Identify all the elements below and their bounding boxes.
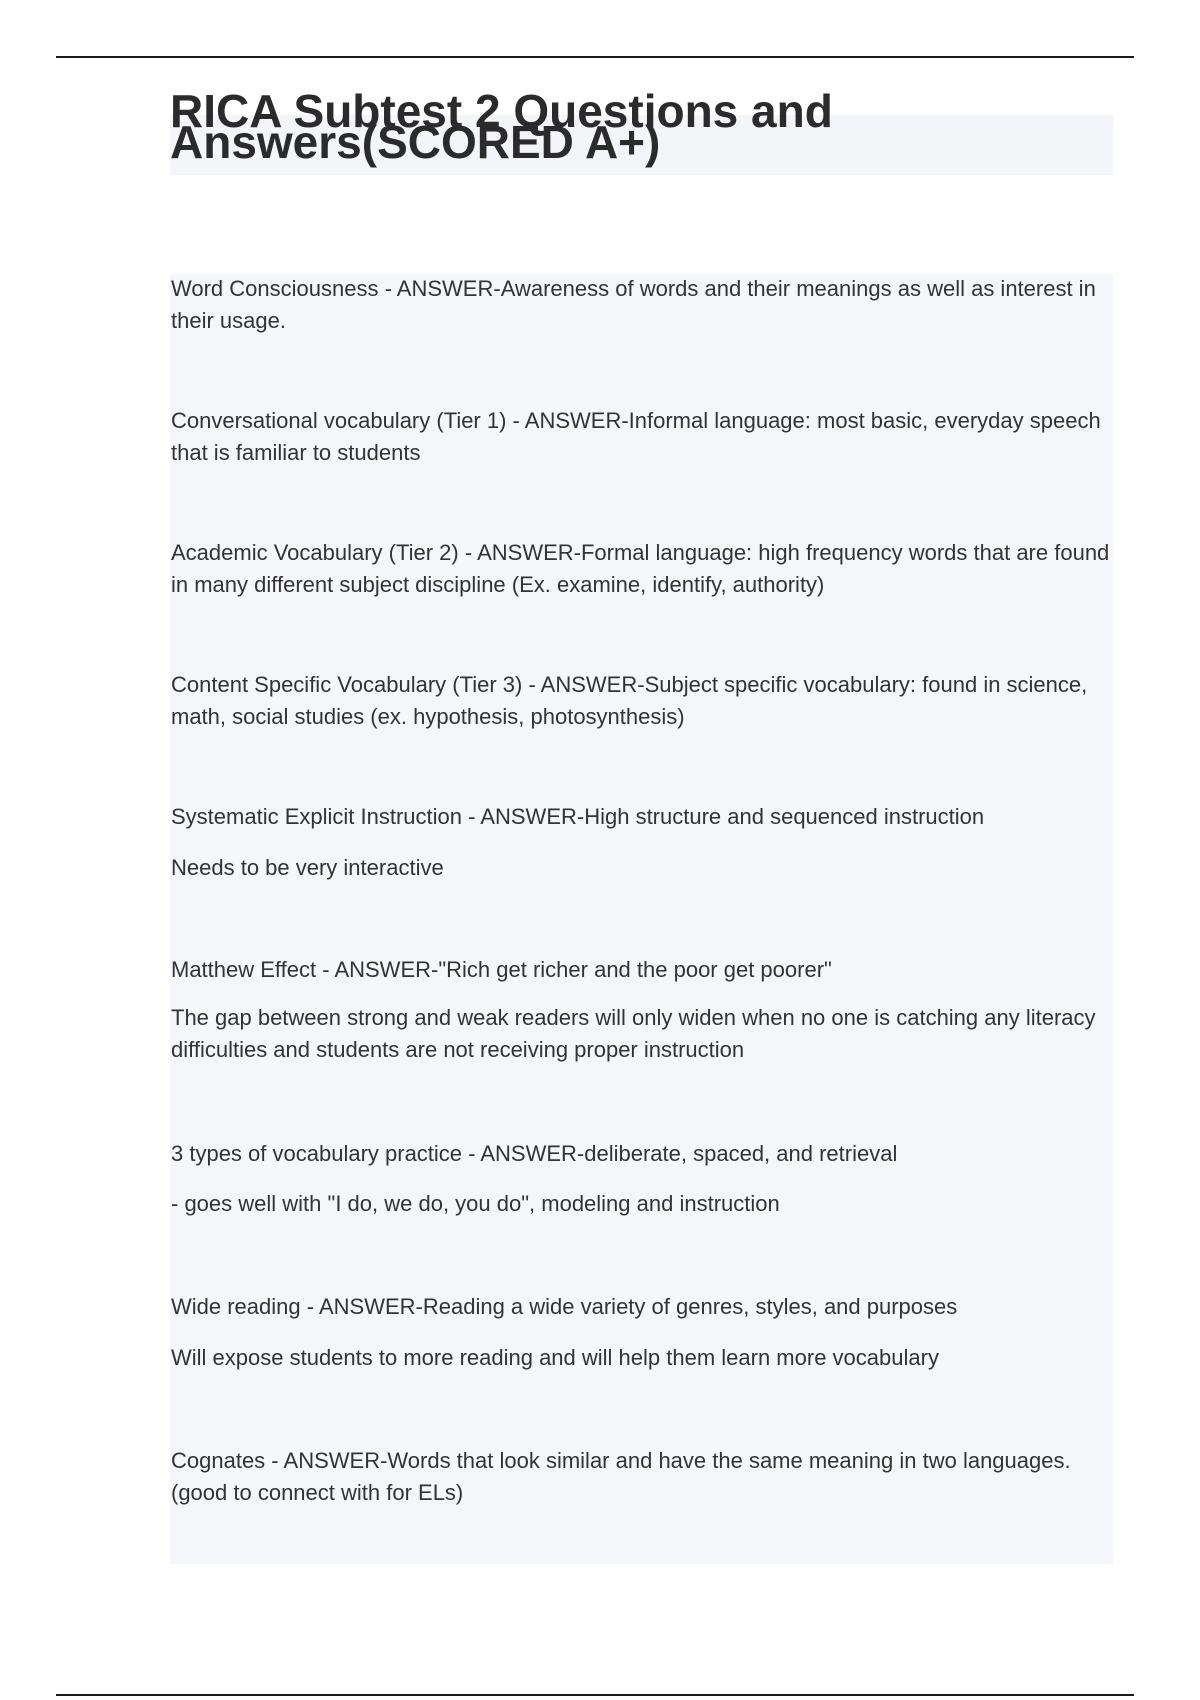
entry-term: Cognates - ANSWER-Words that look similar and have the same meaning in two languages. (good to connect with for ELs): [171, 1448, 1071, 1505]
entry-note: The gap between strong and weak readers will only widen when no one is catching any literacy difficulties and students are not receiving proper instruction: [171, 1005, 1096, 1062]
entry-wide-reading: [171, 1291, 1116, 1374]
entry-term: Systematic Explicit Instruction - ANSWER-High structure and sequenced instruction: [171, 804, 985, 829]
entry-term: 3 types of vocabulary practice - ANSWER-deliberate, spaced, and retrieval: [171, 1141, 898, 1166]
entry-systematic-explicit-instruction: [171, 801, 1116, 884]
document-title: RICA Subtest 2 Questions and Answers(SCORED A+): [170, 85, 833, 168]
entry-note: - goes well with "I do, we do, you do", modeling and instruction: [171, 1191, 780, 1216]
entry-matthew-effect: [171, 954, 1116, 1066]
top-rule: [56, 56, 1134, 58]
entry-term: Academic Vocabulary (Tier 2) - ANSWER-Formal language: high frequency words that are found in many different subject discipline (Ex. examine, identify, authority): [171, 540, 1110, 597]
entry-cognates: [171, 1445, 1116, 1509]
entry-academic-vocabulary: [171, 537, 1116, 601]
entry-term: Word Consciousness - ANSWER-Awareness of words and their meanings as well as interest in their usage.: [171, 276, 1096, 333]
entry-word-consciousness: [171, 273, 1116, 337]
entry-term: Wide reading - ANSWER-Reading a wide variety of genres, styles, and purposes: [171, 1294, 958, 1319]
entry-note: Needs to be very interactive: [171, 855, 444, 880]
entry-content-specific-vocabulary: [171, 669, 1116, 733]
entry-vocabulary-practice: [171, 1138, 1116, 1220]
entry-term: Conversational vocabulary (Tier 1) - ANSWER-Informal language: most basic, everyday speech that is familiar to students: [171, 408, 1101, 465]
entry-term: Content Specific Vocabulary (Tier 3) - ANSWER-Subject specific vocabulary: found in science, math, social studies (ex. hypothesis, photosynthesis): [171, 672, 1088, 729]
entry-note: Will expose students to more reading and will help them learn more vocabulary: [171, 1345, 939, 1370]
bottom-rule: [56, 1694, 1134, 1696]
entry-term: Matthew Effect - ANSWER-"Rich get richer and the poor get poorer": [171, 957, 832, 982]
entry-conversational-vocabulary: [171, 405, 1116, 469]
